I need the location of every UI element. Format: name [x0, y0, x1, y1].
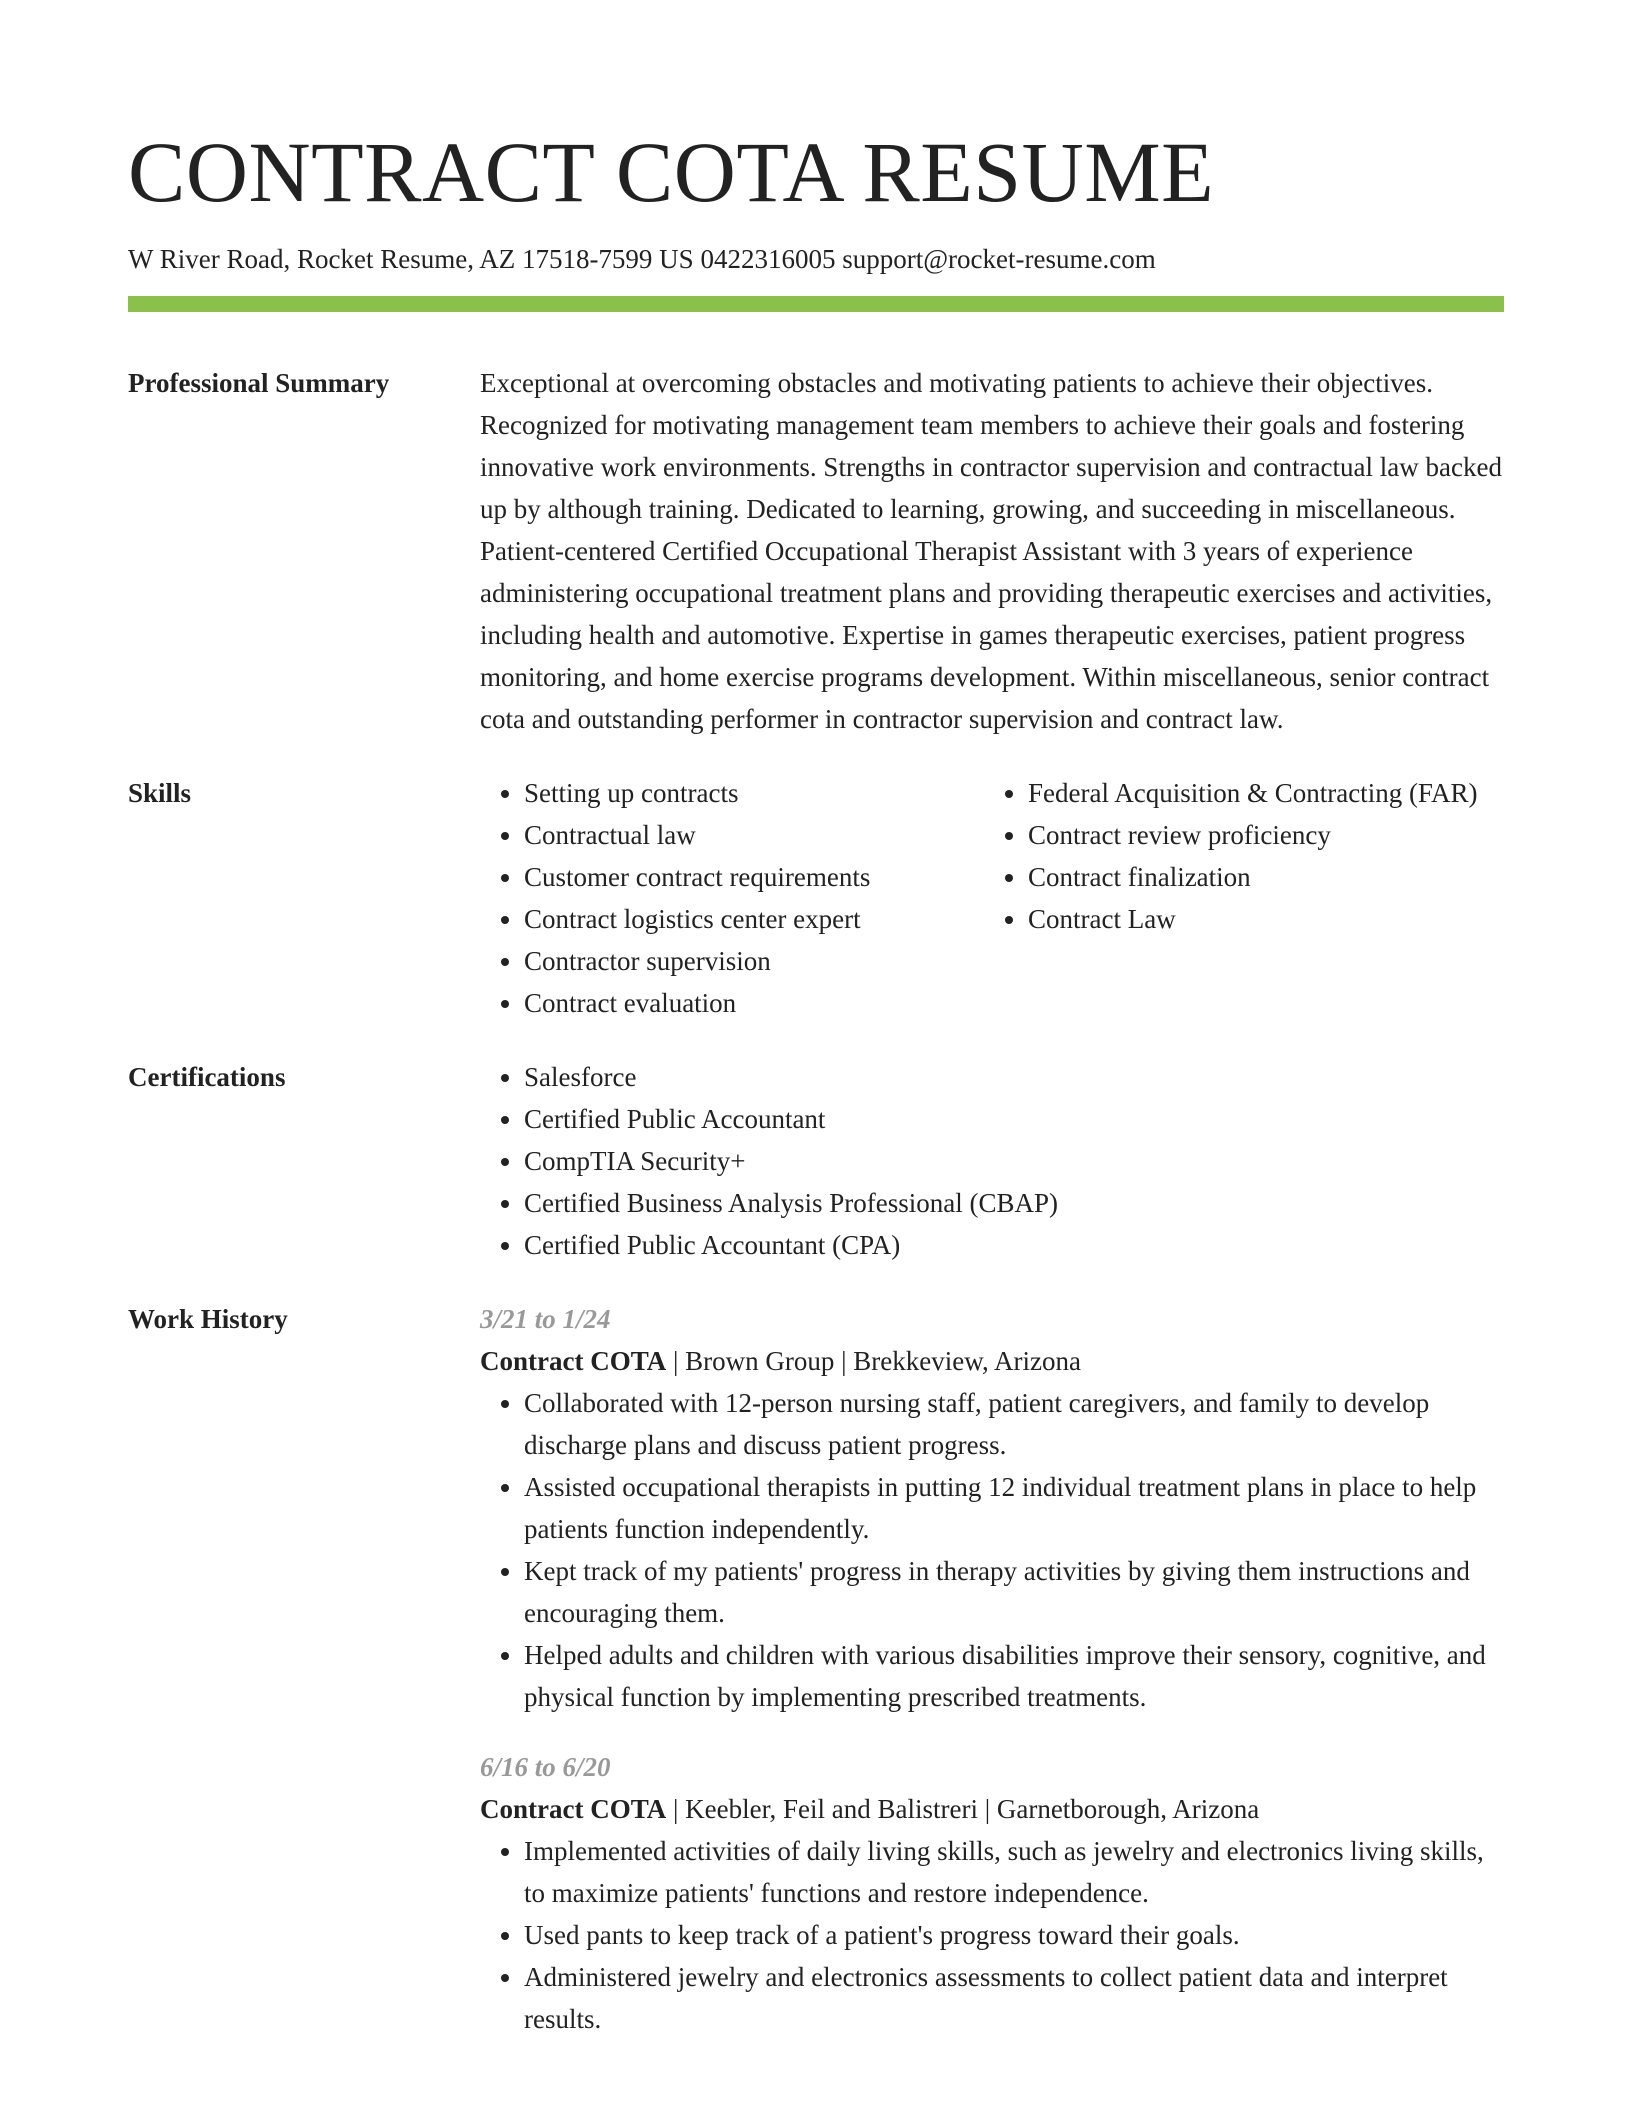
certifications-body	[480, 1056, 1504, 1266]
job-bullets	[480, 1382, 1504, 1718]
skill-item: • Contractual law	[524, 814, 984, 856]
certification-item: • Certified Public Accountant	[524, 1098, 1504, 1140]
job-bullet: • Implemented activities of daily living skills, such as jewelry and electronics living skills, to maximize patients' functions and restore independence.	[524, 1830, 1504, 1914]
work-history-section	[128, 1298, 1504, 2040]
skills-list-left	[480, 772, 984, 1024]
contact-info: W River Road, Rocket Resume, AZ 17518-7599 US 0422316005 support@rocket-resume.com	[128, 244, 1156, 274]
skills-list-right	[984, 772, 1488, 940]
skills-columns	[480, 772, 1504, 1024]
job-bullets	[480, 1830, 1504, 2040]
accent-divider	[128, 296, 1504, 312]
skill-item: • Contract finalization	[1028, 856, 1488, 898]
certifications-list	[480, 1056, 1504, 1266]
summary-body	[480, 362, 1504, 740]
job-bullet: • Assisted occupational therapists in putting 12 individual treatment plans in place to help patients function independently.	[524, 1466, 1504, 1550]
skill-item: • Customer contract requirements	[524, 856, 984, 898]
job-bullet: • Administered jewelry and electronics assessments to collect patient data and interpret results.	[524, 1956, 1504, 2040]
certification-item: • Certified Business Analysis Professional (CBAP)	[524, 1182, 1504, 1224]
summary-section	[128, 362, 1504, 740]
certification-item: • Salesforce	[524, 1056, 1504, 1098]
section-label-certifications: Certifications	[128, 1062, 286, 1092]
skill-item: • Contract logistics center expert	[524, 898, 984, 940]
job-bullet: • Used pants to keep track of a patient's progress toward their goals.	[524, 1914, 1504, 1956]
section-label-summary: Professional Summary	[128, 368, 390, 398]
skill-item: • Contract Law	[1028, 898, 1488, 940]
skills-body	[480, 772, 1504, 1024]
skill-item: • Setting up contracts	[524, 772, 984, 814]
job-title: Contract COTA	[480, 1346, 667, 1376]
job-title: Contract COTA	[480, 1794, 667, 1824]
job-bullet: • Collaborated with 12-person nursing staff, patient caregivers, and family to develop discharge plans and discuss patient progress.	[524, 1382, 1504, 1466]
section-label-work-history: Work History	[128, 1304, 288, 1334]
job-dates: 6/16 to 6/20	[480, 1752, 611, 1782]
skills-column-right	[984, 772, 1488, 1024]
job-details: | Keebler, Feil and Balistreri | Garnetborough, Arizona	[666, 1794, 1260, 1824]
job-heading	[480, 1788, 1504, 1830]
job-details: | Brown Group | Brekkeview, Arizona	[666, 1346, 1081, 1376]
skills-column-left	[480, 772, 984, 1024]
summary-text: Exceptional at overcoming obstacles and motivating patients to achieve their objectives. Recognized for motivating management team members to achieve their goals and fostering innovative work environments. Strengths in contractor supervision and contractual law backed up by although training. Dedicated to learning, growing, and succeeding in miscellaneous. Patient-centered Certified Occupational Therapist Assistant with 3 years of experience administering occupational treatment plans and providing therapeutic exercises and activities, including health and automotive. Expertise in games therapeutic exercises, patient progress monitoring, and home exercise programs development. Within miscellaneous, senior contract cota and outstanding performer in contractor supervision and contract law.	[480, 368, 1502, 734]
certification-item: • Certified Public Accountant (CPA)	[524, 1224, 1504, 1266]
job-entry	[480, 1298, 1504, 1718]
work-history-body	[480, 1298, 1504, 2040]
certifications-section	[128, 1056, 1504, 1266]
certification-item: • CompTIA Security+	[524, 1140, 1504, 1182]
resume-page	[128, 0, 1504, 2040]
skill-item: • Contract evaluation	[524, 982, 984, 1024]
skills-section	[128, 772, 1504, 1024]
job-entry	[480, 1746, 1504, 2040]
section-label-skills: Skills	[128, 778, 192, 808]
job-bullet: • Helped adults and children with various disabilities improve their sensory, cognitive, and physical function by implementing prescribed treatments.	[524, 1634, 1504, 1718]
skill-item: • Contract review proficiency	[1028, 814, 1488, 856]
page-title: CONTRACT COTA RESUME	[128, 124, 1215, 220]
job-bullet: • Kept track of my patients' progress in therapy activities by giving them instructions and encouraging them.	[524, 1550, 1504, 1634]
job-heading	[480, 1340, 1504, 1382]
job-dates: 3/21 to 1/24	[480, 1304, 611, 1334]
skill-item: • Federal Acquisition & Contracting (FAR)	[1028, 772, 1488, 814]
skill-item: • Contractor supervision	[524, 940, 984, 982]
